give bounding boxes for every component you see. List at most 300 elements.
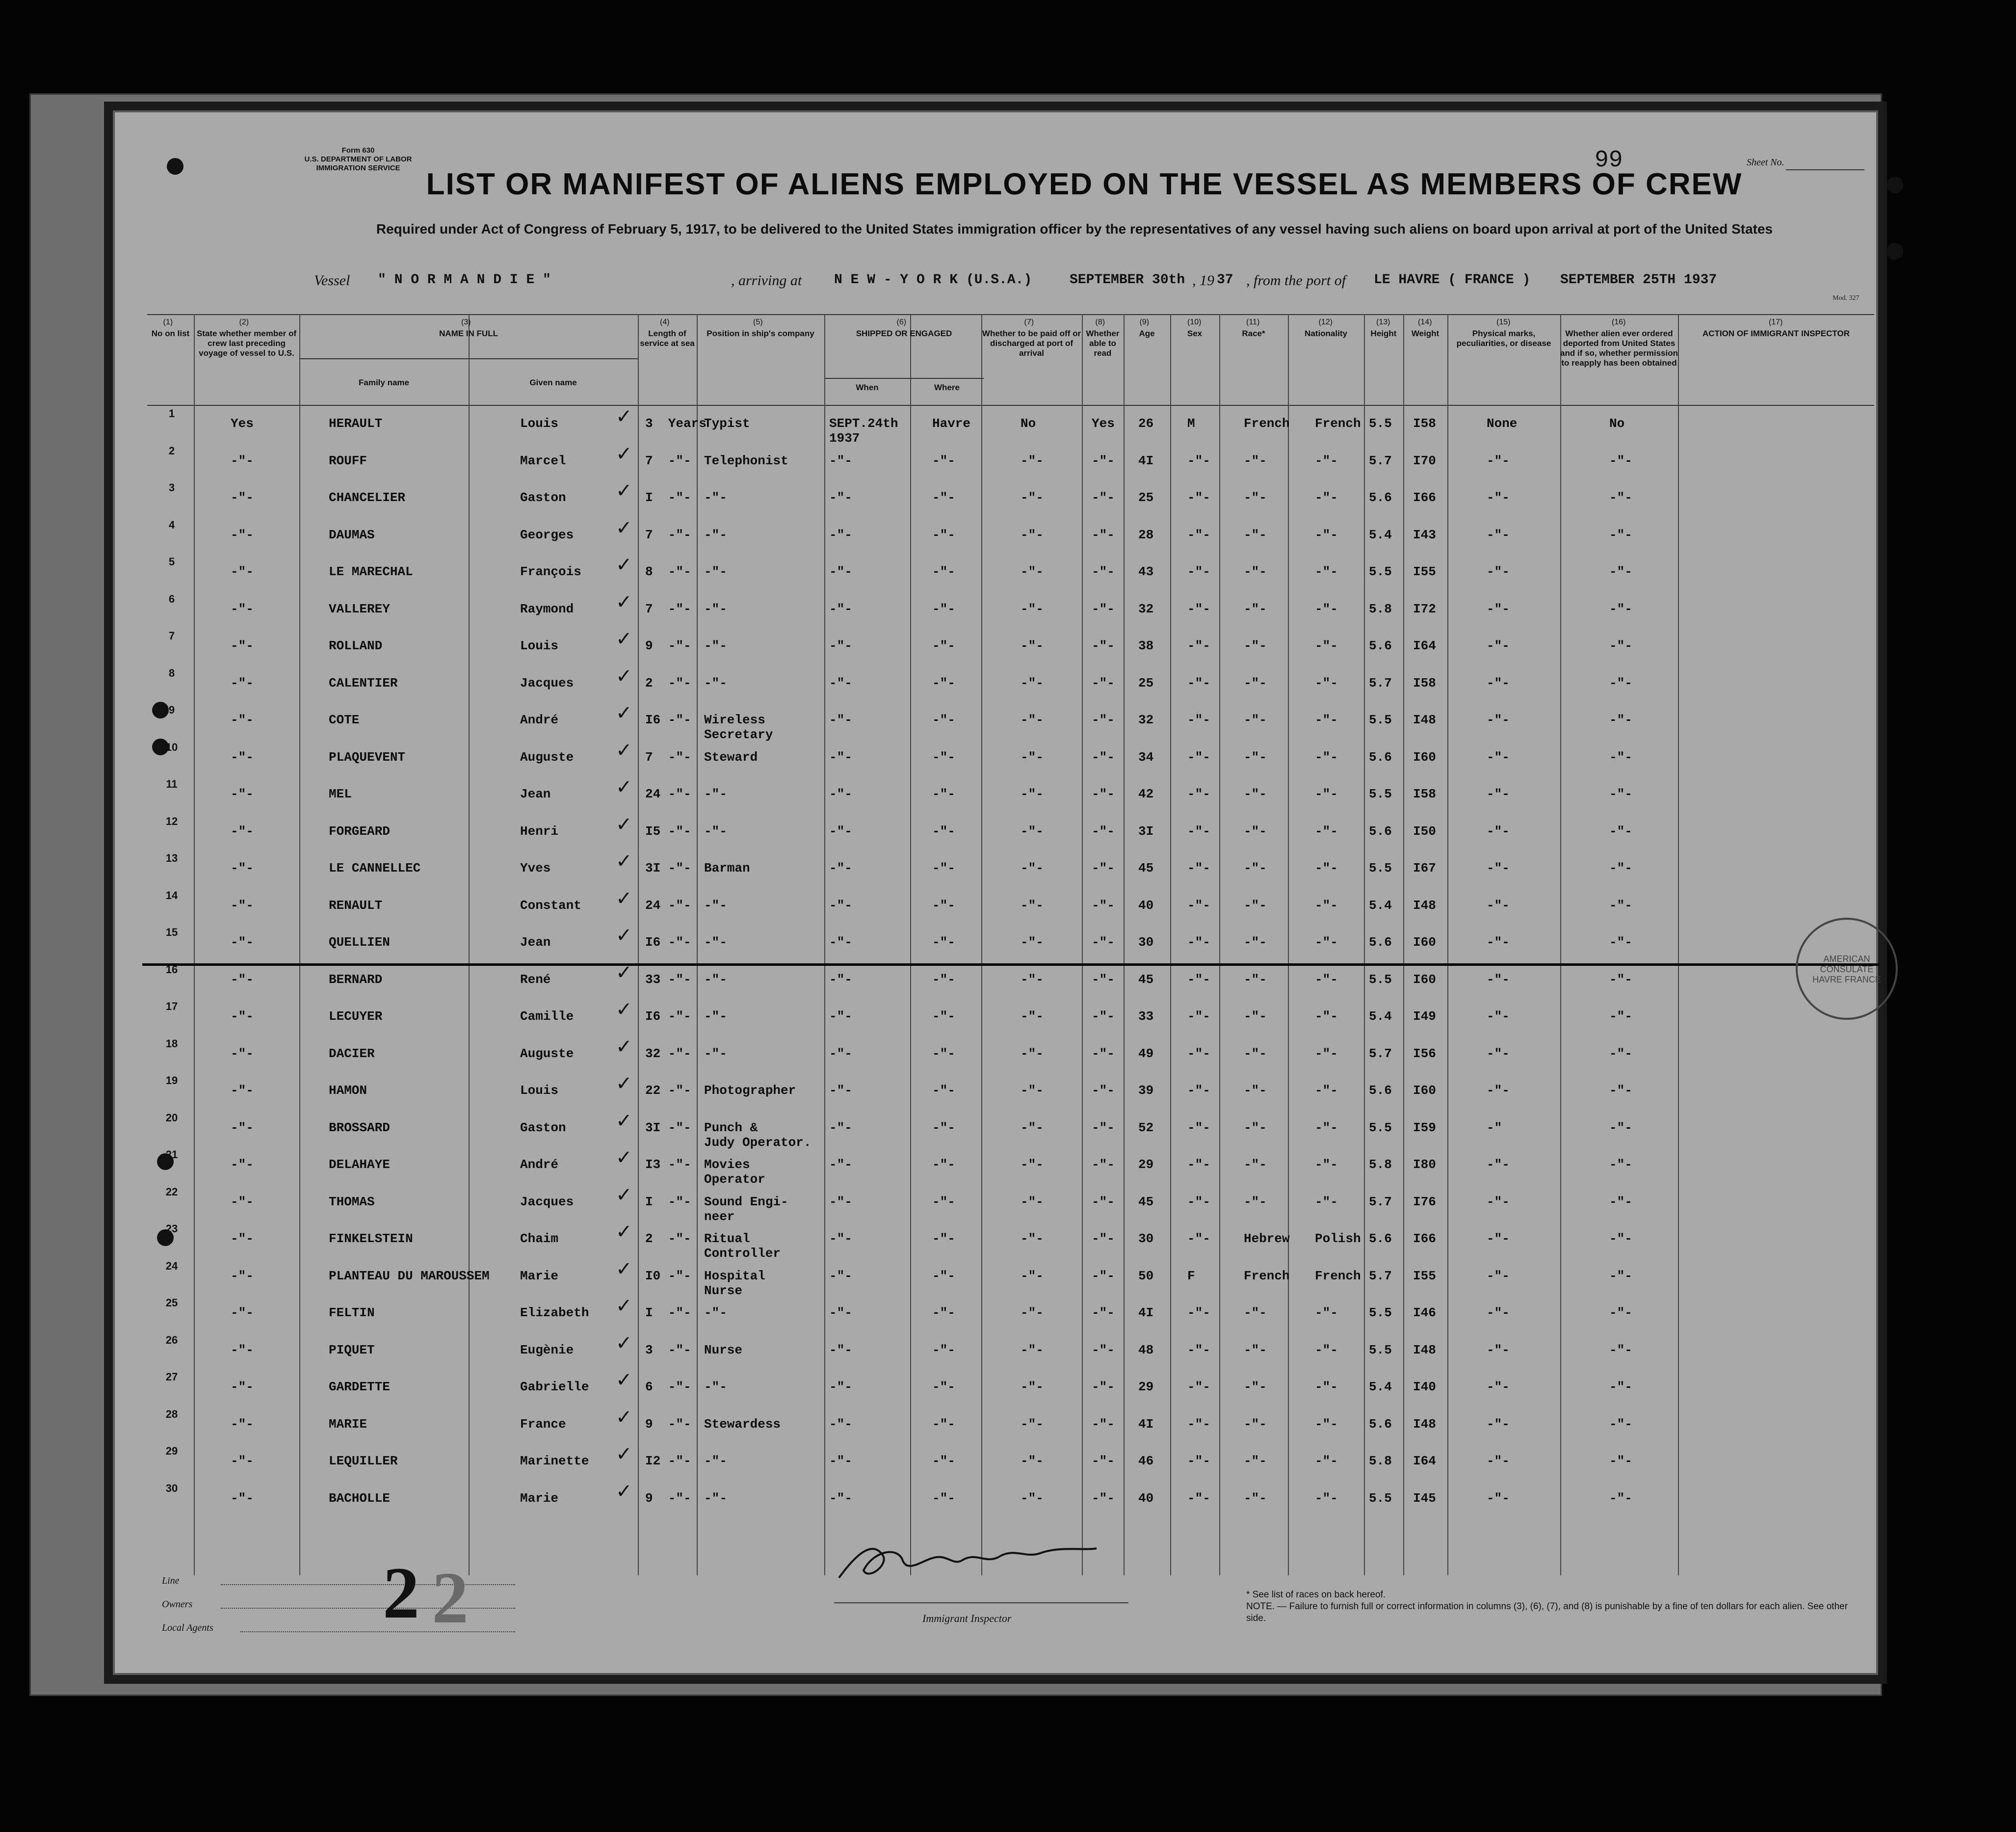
cell-prev: -"-: [231, 861, 254, 876]
cell-given: Marie: [520, 1268, 559, 1283]
punch-hole: [1886, 243, 1903, 260]
checkmark: ✓: [616, 998, 632, 1020]
cell-age: 39: [1138, 1083, 1154, 1098]
cell-when: -"-: [829, 453, 852, 468]
cell-position: Stewardess: [704, 1416, 781, 1432]
cell-read: -"-: [1092, 638, 1115, 653]
cell-position: Nurse: [704, 1342, 743, 1357]
cell-paid: -"-: [1021, 1454, 1044, 1468]
cell-position: -"-: [704, 675, 727, 690]
cell-height: 5.5: [1369, 787, 1392, 801]
sheet-label: Sheet No.: [1747, 157, 1784, 168]
cell-race: -"-: [1244, 675, 1267, 690]
cell-position: -"-: [704, 1490, 727, 1506]
cell-race: -"-: [1244, 1046, 1267, 1061]
checkmark: ✓: [616, 961, 632, 983]
cell-family: QUELLIEN: [329, 935, 390, 950]
cell-paid: -"-: [1021, 1268, 1044, 1283]
cell-where: -"-: [932, 1231, 955, 1246]
cell-marks: -"-: [1487, 1490, 1510, 1506]
cell-deported: -"-: [1609, 787, 1632, 801]
cell-given: Yves: [520, 861, 551, 876]
cell-service: 22 -"-: [645, 1083, 691, 1098]
cell-nat: French: [1315, 1268, 1361, 1283]
cell-age: 29: [1138, 1380, 1154, 1394]
cell-family: HAMON: [329, 1083, 367, 1098]
cell-race: -"-: [1244, 898, 1267, 913]
cell-marks: -": [1487, 1120, 1502, 1135]
cell-height: 5.5: [1369, 861, 1392, 876]
checkmark: ✓: [616, 1257, 632, 1280]
checkmark: ✓: [616, 1221, 632, 1243]
cell-given: Auguste: [520, 749, 574, 765]
cell-read: -"-: [1092, 787, 1115, 801]
cell-sex: -"-: [1187, 1120, 1210, 1135]
row-number: 11: [166, 778, 178, 790]
cell-marks: -"-: [1487, 935, 1510, 950]
cell-prev: -"-: [231, 1268, 254, 1283]
owners-label: Owners: [162, 1599, 193, 1610]
cell-race: -"-: [1244, 1157, 1267, 1172]
column-header: Physical marks, peculiarities, or disease: [1456, 329, 1551, 348]
year-suffix: 37: [1217, 272, 1233, 288]
cell-nat: -"-: [1315, 1194, 1338, 1209]
checkmark: ✓: [616, 1331, 632, 1354]
name-split-rule: [299, 358, 638, 359]
cell-nat: -"-: [1315, 527, 1338, 542]
cell-race: -"-: [1244, 1490, 1267, 1506]
cell-where: -"-: [932, 1009, 955, 1024]
cell-given: Gabrielle: [520, 1380, 589, 1394]
cell-read: -"-: [1092, 1231, 1115, 1246]
row-number: 10: [165, 741, 178, 753]
cell-paid: -"-: [1021, 972, 1044, 987]
column-header: Position in ship's company: [707, 329, 814, 338]
cell-read: -"-: [1092, 527, 1115, 542]
cell-sex: -"-: [1187, 972, 1210, 987]
cell-service: 7 -"-: [645, 749, 691, 765]
cell-height: 5.6: [1369, 823, 1392, 839]
cell-family: DAUMAS: [329, 527, 375, 542]
cell-given: Gaston: [520, 1120, 566, 1135]
row-number: 23: [165, 1222, 178, 1235]
cell-prev: -"-: [231, 749, 254, 765]
cell-height: 5.4: [1369, 527, 1392, 542]
cell-service: 9 -"-: [645, 638, 691, 653]
cell-paid: No: [1021, 416, 1036, 431]
cell-weight: I45: [1413, 1490, 1436, 1506]
cell-family: BACHOLLE: [329, 1490, 390, 1506]
cell-weight: I48: [1413, 713, 1436, 727]
cell-where: Havre: [932, 416, 971, 431]
cell-prev: -"-: [231, 1046, 254, 1061]
checkmark: ✓: [616, 1109, 632, 1132]
checkmark: ✓: [616, 1035, 632, 1058]
cell-where: -"-: [932, 1454, 955, 1468]
cell-sex: -"-: [1187, 898, 1210, 913]
cell-deported: -"-: [1609, 453, 1632, 468]
cell-deported: -"-: [1609, 638, 1632, 653]
cell-race: -"-: [1244, 564, 1267, 579]
cell-family: MEL: [329, 787, 352, 801]
cell-height: 5.5: [1369, 1305, 1392, 1320]
cell-when: -"-: [829, 972, 852, 987]
vessel-label: Vessel: [314, 272, 350, 289]
cell-nat: -"-: [1315, 564, 1338, 579]
cell-paid: -"-: [1021, 638, 1044, 653]
cell-given: Camille: [520, 1009, 574, 1024]
column-number: (8): [1095, 318, 1105, 326]
cell-service: I -"-: [645, 1305, 691, 1320]
cell-given: Henri: [520, 823, 559, 839]
cell-weight: I55: [1413, 564, 1436, 579]
column-rule: [469, 314, 470, 1575]
cell-read: -"-: [1092, 1416, 1115, 1432]
cell-age: 25: [1138, 490, 1154, 505]
cell-nat: -"-: [1315, 1342, 1338, 1357]
checkmark: ✓: [616, 628, 632, 650]
crew-table: [147, 304, 1874, 1531]
cell-nat: -"-: [1315, 1416, 1338, 1432]
cell-prev: -"-: [231, 1454, 254, 1468]
cell-prev: -"-: [231, 713, 254, 727]
departure-date: SEPTEMBER 25TH 1937: [1560, 272, 1717, 288]
cell-marks: -"-: [1487, 1046, 1510, 1061]
cell-position: Hospital Nurse: [704, 1268, 765, 1298]
cell-sex: -"-: [1187, 935, 1210, 950]
row-number: 27: [165, 1371, 178, 1383]
cell-when: SEPT.24th 1937: [829, 416, 898, 446]
mod-number: Mod. 327: [1833, 294, 1859, 302]
cell-race: -"-: [1244, 601, 1267, 616]
cell-height: 5.7: [1369, 453, 1392, 468]
cell-prev: -"-: [231, 1009, 254, 1024]
row-number: 17: [165, 1000, 178, 1012]
consulate-stamp: [1796, 918, 1898, 1020]
cell-read: -"-: [1092, 1342, 1115, 1357]
cell-paid: -"-: [1021, 898, 1044, 913]
cell-height: 5.5: [1369, 1490, 1392, 1506]
cell-sex: -"-: [1187, 1416, 1210, 1432]
cell-age: 30: [1138, 1231, 1154, 1246]
cell-paid: -"-: [1021, 1009, 1044, 1024]
cell-prev: -"-: [231, 675, 254, 690]
cell-when: -"-: [829, 1454, 852, 1468]
cell-weight: I60: [1413, 1083, 1436, 1098]
cell-sex: -"-: [1187, 490, 1210, 505]
column-number: (2): [239, 318, 249, 326]
cell-paid: -"-: [1021, 1380, 1044, 1394]
cell-race: -"-: [1244, 638, 1267, 653]
cell-where: -"-: [932, 1342, 955, 1357]
cell-sex: -"-: [1187, 1454, 1210, 1468]
cell-height: 5.6: [1369, 490, 1392, 505]
checkmark: ✓: [616, 1146, 632, 1168]
cell-height: 5.6: [1369, 1231, 1392, 1246]
cell-where: -"-: [932, 749, 955, 765]
row-number: 19: [165, 1074, 178, 1087]
cell-given: René: [520, 972, 551, 987]
row-number: 28: [165, 1407, 178, 1420]
column-number: (14): [1418, 318, 1432, 326]
cell-when: -"-: [829, 1231, 852, 1246]
cell-race: -"-: [1244, 453, 1267, 468]
cell-given: Louis: [520, 638, 559, 653]
cell-height: 5.6: [1369, 749, 1392, 765]
cell-race: -"-: [1244, 972, 1267, 987]
cell-deported: -"-: [1609, 898, 1632, 913]
cell-height: 5.5: [1369, 1342, 1392, 1357]
cell-service: 9 -"-: [645, 1416, 691, 1432]
checkmark: ✓: [616, 479, 632, 502]
cell-service: I -"-: [645, 1194, 691, 1209]
cell-position: Photographer: [704, 1083, 796, 1098]
cell-position: -"-: [704, 527, 727, 542]
cell-paid: -"-: [1021, 935, 1044, 950]
row-number: 25: [165, 1297, 178, 1309]
cell-race: French: [1244, 1268, 1290, 1283]
cell-age: 33: [1138, 1009, 1154, 1024]
cell-race: -"-: [1244, 1380, 1267, 1394]
cell-sex: -"-: [1187, 823, 1210, 839]
cell-weight: I67: [1413, 861, 1436, 876]
checkmark: ✓: [616, 776, 632, 798]
year-label: , 19: [1192, 272, 1214, 289]
cell-service: 3 Years: [645, 416, 707, 431]
column-rule: [1082, 314, 1083, 1575]
cell-family: THOMAS: [329, 1194, 375, 1209]
cell-age: 4I: [1138, 453, 1154, 468]
cell-when: -"-: [829, 861, 852, 876]
cell-race: -"-: [1244, 1305, 1267, 1320]
inspector-signature: [829, 1531, 1104, 1590]
cell-height: 5.5: [1369, 713, 1392, 727]
cell-given: Gaston: [520, 490, 566, 505]
cell-sex: -"-: [1187, 1083, 1210, 1098]
cell-deported: -"-: [1609, 1380, 1632, 1394]
cell-family: MARIE: [329, 1416, 367, 1432]
cell-service: 7 -"-: [645, 527, 691, 542]
cell-given: Eugènie: [520, 1342, 574, 1357]
cell-marks: -"-: [1487, 1454, 1510, 1468]
column-header: Nationality: [1305, 329, 1347, 338]
checkmark: ✓: [616, 887, 632, 909]
cell-family: DACIER: [329, 1046, 375, 1061]
cell-deported: -"-: [1609, 1490, 1632, 1506]
cell-prev: -"-: [231, 1380, 254, 1394]
column-rule: [1678, 314, 1679, 1575]
column-number: (7): [1024, 318, 1034, 326]
cell-family: PLAQUEVENT: [329, 749, 406, 765]
cell-read: -"-: [1092, 1454, 1115, 1468]
cell-when: -"-: [829, 1046, 852, 1061]
cell-marks: None: [1487, 416, 1518, 431]
cell-deported: -"-: [1609, 823, 1632, 839]
column-header: Whether alien ever ordered deported from United States and if so, whether permission to reapply has been obtained: [1560, 329, 1678, 368]
cell-race: -"-: [1244, 749, 1267, 765]
cell-deported: -"-: [1609, 1305, 1632, 1320]
cell-prev: -"-: [231, 1490, 254, 1506]
cell-deported: -"-: [1609, 1416, 1632, 1432]
cell-paid: -"-: [1021, 787, 1044, 801]
cell-where: -"-: [932, 1083, 955, 1098]
cell-service: 6 -"-: [645, 1380, 691, 1394]
cell-when: -"-: [829, 1342, 852, 1357]
arriving-port: N E W - Y O R K (U.S.A.): [834, 272, 1032, 288]
vessel-name: " N O R M A N D I E ": [378, 272, 551, 288]
cell-where: -"-: [932, 1120, 955, 1135]
cell-marks: -"-: [1487, 1380, 1510, 1394]
cell-paid: -"-: [1021, 749, 1044, 765]
column-header: ACTION OF IMMIGRANT INSPECTOR: [1702, 329, 1850, 338]
cell-read: -"-: [1092, 601, 1115, 616]
cell-race: -"-: [1244, 1416, 1267, 1432]
row-number: 20: [165, 1111, 178, 1124]
punch-hole: [167, 158, 183, 175]
cell-height: 5.5: [1369, 416, 1392, 431]
cell-marks: -"-: [1487, 972, 1510, 987]
cell-deported: -"-: [1609, 1194, 1632, 1209]
cell-marks: -"-: [1487, 601, 1510, 616]
row-number: 18: [165, 1037, 178, 1050]
cell-where: -"-: [932, 861, 955, 876]
cell-given: Georges: [520, 527, 574, 542]
cell-marks: -"-: [1487, 675, 1510, 690]
cell-weight: I46: [1413, 1305, 1436, 1320]
shipped-split-rule: [824, 378, 984, 379]
row-number: 6: [168, 592, 175, 605]
cell-where: -"-: [932, 898, 955, 913]
column-number: (13): [1376, 318, 1390, 326]
cell-age: 38: [1138, 638, 1154, 653]
stamp-text: AMERICAN CONSULATE HAVRE FRANCE: [1812, 954, 1881, 984]
cell-family: LECUYER: [329, 1009, 383, 1024]
cell-weight: I64: [1413, 638, 1436, 653]
row-number: 9: [168, 704, 175, 716]
cell-read: -"-: [1092, 1009, 1115, 1024]
column-header: State whether member of crew last preceding voyage of vessel to U.S.: [196, 329, 297, 358]
checkmark: ✓: [616, 813, 632, 835]
cell-service: 7 -"-: [645, 453, 691, 468]
cell-nat: -"-: [1315, 935, 1338, 950]
cell-service: 3I -"-: [645, 1120, 691, 1135]
cell-weight: I58: [1413, 675, 1436, 690]
cell-family: CALENTIER: [329, 675, 398, 690]
cell-nat: Polish: [1315, 1231, 1361, 1246]
cell-when: -"-: [829, 527, 852, 542]
row-number: 3: [168, 481, 175, 494]
cell-family: GARDETTE: [329, 1380, 390, 1394]
cell-when: -"-: [829, 1009, 852, 1024]
column-header: Race*: [1242, 329, 1265, 338]
note-star: * See list of races on back hereof.: [1246, 1590, 1386, 1600]
cell-sex: -"-: [1187, 638, 1210, 653]
column-number: (16): [1612, 318, 1626, 326]
column-number: (6): [896, 318, 907, 326]
cell-age: 40: [1138, 898, 1154, 913]
cell-nat: -"-: [1315, 713, 1338, 727]
cell-service: 32 -"-: [645, 1046, 691, 1061]
cell-read: -"-: [1092, 972, 1115, 987]
note-text: NOTE. — Failure to furnish full or correct information in columns (3), (6), (7), and (8) is punishable by a fine of ten dollars for each alien. See other side.: [1246, 1601, 1848, 1623]
cell-prev: -"-: [231, 453, 254, 468]
column-rule: [824, 314, 825, 1575]
cell-when: -"-: [829, 1083, 852, 1098]
cell-weight: I48: [1413, 898, 1436, 913]
cell-given: Jacques: [520, 675, 574, 690]
cell-weight: I64: [1413, 1454, 1436, 1468]
cell-marks: -"-: [1487, 713, 1510, 727]
cell-prev: -"-: [231, 490, 254, 505]
cell-when: -"-: [829, 1416, 852, 1432]
cell-nat: -"-: [1315, 1083, 1338, 1098]
cell-weight: I40: [1413, 1380, 1436, 1394]
cell-read: -"-: [1092, 1194, 1115, 1209]
cell-age: 43: [1138, 564, 1154, 579]
cell-race: -"-: [1244, 823, 1267, 839]
cell-paid: -"-: [1021, 564, 1044, 579]
checkmark: ✓: [616, 1183, 632, 1206]
cell-weight: I56: [1413, 1046, 1436, 1061]
cell-family: LE MARECHAL: [329, 564, 413, 579]
column-rule: [981, 314, 982, 1575]
cell-position: -"-: [704, 638, 727, 653]
cell-deported: -"-: [1609, 861, 1632, 876]
cell-weight: I60: [1413, 972, 1436, 987]
cell-family: ROLLAND: [329, 638, 383, 653]
cell-prev: -"-: [231, 1342, 254, 1357]
cell-where: -"-: [932, 527, 955, 542]
cell-paid: -"-: [1021, 1194, 1044, 1209]
cell-paid: -"-: [1021, 1157, 1044, 1172]
cell-deported: -"-: [1609, 601, 1632, 616]
cell-marks: -"-: [1487, 1194, 1510, 1209]
cell-when: -"-: [829, 638, 852, 653]
cell-prev: -"-: [231, 1231, 254, 1246]
row-number: 16: [165, 963, 178, 976]
cell-age: 52: [1138, 1120, 1154, 1135]
cell-nat: -"-: [1315, 1157, 1338, 1172]
cell-given: Louis: [520, 416, 559, 431]
cell-height: 5.5: [1369, 972, 1392, 987]
cell-age: 45: [1138, 1194, 1154, 1209]
cell-service: I6 -"-: [645, 713, 691, 727]
cell-marks: -"-: [1487, 490, 1510, 505]
cell-family: FINKELSTEIN: [329, 1231, 413, 1246]
cell-service: I2 -"-: [645, 1454, 691, 1468]
cell-deported: -"-: [1609, 1454, 1632, 1468]
cell-family: LE CANNELLEC: [329, 861, 421, 876]
cell-family: COTE: [329, 713, 360, 727]
cell-prev: -"-: [231, 527, 254, 542]
cell-read: -"-: [1092, 1083, 1115, 1098]
arrival-date: SEPTEMBER 30th: [1070, 272, 1185, 288]
cell-height: 5.6: [1369, 935, 1392, 950]
cell-age: 32: [1138, 601, 1154, 616]
cell-service: 3 -"-: [645, 1342, 691, 1357]
cell-weight: I43: [1413, 527, 1436, 542]
cell-family: FELTIN: [329, 1305, 375, 1320]
cell-weight: I60: [1413, 935, 1436, 950]
cell-position: -"-: [704, 1305, 727, 1320]
agents-field: [240, 1631, 515, 1632]
cell-service: 24 -"-: [645, 787, 691, 801]
cell-paid: -"-: [1021, 1083, 1044, 1098]
cell-marks: -"-: [1487, 898, 1510, 913]
cell-paid: -"-: [1021, 861, 1044, 876]
column-header: Given name: [529, 378, 577, 387]
footer-note: [1246, 1589, 1864, 1624]
